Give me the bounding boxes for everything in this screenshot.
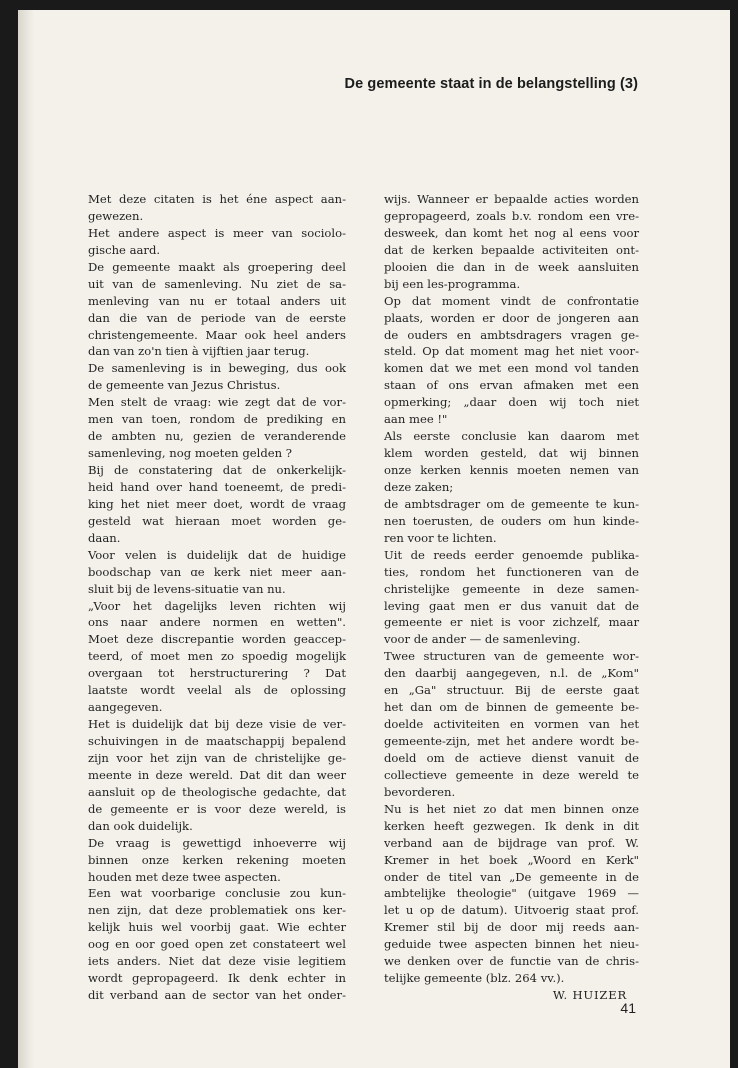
text-line: doeld om de actieve dienst vanuit de	[384, 750, 639, 765]
text-line: aangegeven.	[88, 700, 163, 715]
text-line: christelijke gemeente in deze samen-	[384, 581, 639, 596]
text-line: plooien die dan in de week aansluiten	[384, 259, 639, 274]
text-line: laatste wordt veelal als de oplossing	[88, 683, 346, 698]
text-line: telijke gemeente (blz. 264 vv.).	[384, 971, 565, 986]
page-number: 41	[620, 1000, 636, 1016]
text-line: oog en oor goed open zet constateert wel	[88, 937, 346, 952]
text-line: daan.	[88, 530, 121, 545]
text-line: het dan om de binnen de gemeente be-	[384, 700, 639, 715]
text-line: ons naar andere normen en wetten".	[88, 615, 346, 630]
text-line: samenleving, nog moeten gelden ?	[88, 446, 292, 461]
text-line: Uit de reeds eerder genoemde publika-	[384, 547, 639, 562]
text-line: aan mee !"	[384, 412, 448, 427]
text-line: voor de ander — de samenleving.	[384, 632, 581, 647]
text-line: houden met deze twee aspecten.	[88, 869, 281, 884]
text-line: plaats, worden er door de jongeren aan	[384, 310, 639, 325]
text-line: Voor velen is duidelijk dat de huidige	[88, 547, 346, 562]
document-page	[18, 10, 730, 1068]
text-line: De vraag is gewettigd inhoeverre wij	[88, 835, 346, 850]
text-line: Men stelt de vraag: wie zegt dat de vor-	[88, 395, 346, 410]
text-line: dit verband aan de sector van het onder-	[88, 988, 346, 1003]
text-line: Als eerste conclusie kan daarom met	[384, 429, 639, 444]
text-line: gesteld wat hieraan moet worden ge-	[88, 513, 346, 528]
text-line: Het andere aspect is meer van sociolo-	[88, 225, 346, 240]
text-line: nen toerusten, de ouders om hun kinde-	[384, 513, 639, 528]
text-line: dan ook duidelijk.	[88, 818, 193, 833]
page-edge-shadow	[18, 10, 34, 1068]
text-line: dan van zo'n tien à vijftien jaar terug.	[88, 344, 310, 359]
left-text-column	[88, 191, 346, 1004]
text-line: ties, rondom het functioneren van de	[384, 564, 639, 579]
text-line: schuivingen in de maatschappij bepalend	[88, 734, 346, 748]
text-line: Moet deze discrepantie worden geaccep-	[88, 632, 346, 647]
text-line: we denken over de functie van de chris-	[384, 954, 639, 969]
text-line: Een wat voorbarige conclusie zou kun-	[88, 886, 346, 901]
text-line: wordt gepropageerd. Ik denk echter in	[88, 971, 346, 986]
text-line: gische aard.	[88, 242, 161, 257]
text-line: menleving van nu er totaal anders uit	[88, 293, 346, 308]
text-line: let u op de datum). Uitvoerig staat prof.	[384, 903, 639, 918]
text-line: collectieve gemeente in deze wereld te	[384, 767, 639, 782]
text-line: ren voor te lichten.	[384, 530, 497, 545]
running-header: De gemeente staat in de belangstelling (3)	[344, 76, 638, 92]
text-line: onze kerken kennis moeten nemen van	[384, 463, 639, 477]
author-signature: W. HUIZER	[552, 988, 627, 1003]
text-line: gepropageerd, zoals b.v. rondom een vre-	[384, 208, 639, 223]
text-line: Op dat moment vindt de confrontatie	[384, 293, 639, 308]
text-line: verband aan de bijdrage van prof. W.	[384, 835, 639, 850]
text-line: kerken heeft gezwegen. Ik denk in dit	[384, 818, 639, 833]
text-line: De gemeente maakt als groepering deel	[88, 259, 346, 274]
text-line: den daarbij aangegeven, n.l. de „Kom"	[384, 666, 639, 681]
text-line: heid hand over hand toeneemt, de predi-	[88, 479, 346, 494]
right-text-column	[384, 191, 639, 1004]
text-line: Met deze citaten is het éne aspect aan-	[88, 192, 346, 206]
text-line: king het niet meer doet, wordt de vraag	[88, 496, 346, 511]
text-line: teerd, of moet men zo spoedig mogelijk	[88, 649, 346, 664]
text-line: komen dat we met een mond vol tanden	[384, 361, 639, 376]
text-line: staan of ons ervan afmaken met een	[384, 378, 639, 393]
text-line: ambtelijke theologie" (uitgave 1969 —	[384, 886, 639, 901]
text-line: Het is duidelijk dat bij deze visie de ver-	[88, 717, 346, 732]
text-line: christengemeente. Maar ook heel anders	[88, 327, 346, 342]
text-line: de gemeente er is voor deze wereld, is	[88, 801, 346, 816]
text-line: desweek, dan komt het nog al eens voor	[384, 225, 639, 240]
text-line: steld. Op dat moment mag het niet voor-	[384, 344, 639, 359]
text-line: aansluit op de theologische gedachte, dat	[88, 784, 346, 799]
text-line: dan die van de periode van de eerste	[88, 310, 346, 325]
text-line: Bij de constatering dat de onkerkelijk-	[88, 463, 346, 477]
text-line: boodschap van ɑe kerk niet meer aan-	[88, 564, 346, 579]
text-line: de ambtsdrager om de gemeente te kun-	[384, 496, 639, 511]
text-line: Twee structuren van de gemeente wor-	[384, 649, 639, 664]
text-line: men van toen, rondom de prediking en	[88, 412, 346, 427]
text-line: de gemeente van Jezus Christus.	[88, 378, 281, 393]
text-line: sluit bij de levens-situatie van nu.	[88, 581, 286, 596]
text-line: Kremer stil bij de door mij reeds aan-	[384, 920, 639, 935]
text-line: kelijk huis wel voorbij gaat. Wie echter	[88, 920, 346, 935]
text-line: Kremer in het boek „Woord en Kerk"	[384, 852, 639, 867]
text-line: leving gaat men er dus vanuit dat de	[384, 598, 639, 613]
text-line: deze zaken;	[384, 479, 454, 494]
text-line: overgaan tot herstructurering ? Dat	[88, 666, 346, 681]
text-line: wijs. Wanneer er bepaalde acties worden	[384, 192, 639, 206]
text-line: gewezen.	[88, 208, 144, 223]
text-line: bij een les-programma.	[384, 276, 521, 291]
text-line: de ambten nu, gezien de veranderende	[88, 429, 346, 444]
text-line: opmerking; „daar doen wij toch niet	[384, 395, 639, 410]
text-line: iets anders. Niet dat deze visie legitiem	[88, 954, 346, 969]
text-line: dat de kerken bepaalde activiteiten ont-	[384, 242, 639, 257]
text-line: bevorderen.	[384, 784, 456, 799]
text-line: de ouders en ambtsdragers vragen ge-	[384, 327, 639, 342]
text-line: gemeente er niet is voor zichzelf, maar	[384, 615, 639, 630]
text-line: De samenleving is in beweging, dus ook	[88, 361, 346, 376]
text-line: nen zijn, dat deze problematiek ons ker-	[88, 903, 346, 918]
text-line: doelde activiteiten en vormen van het	[384, 717, 639, 732]
text-line: binnen onze kerken rekening moeten	[88, 852, 346, 867]
text-line: zijn voor het zijn van de christelijke ge-	[88, 750, 346, 765]
text-line: Nu is het niet zo dat men binnen onze	[384, 801, 639, 816]
text-line: onder de titel van „De gemeente in de	[384, 869, 639, 884]
text-line: uit van de samenleving. Nu ziet de sa-	[88, 276, 346, 291]
text-line: klem worden gesteld, dat wij binnen	[384, 446, 639, 461]
text-line: meente in deze wereld. Dat dit dan weer	[88, 767, 346, 782]
text-line: geduide twee aspecten binnen het nieu-	[384, 937, 639, 952]
text-line: en „Ga" structuur. Bij de eerste gaat	[384, 683, 639, 698]
text-line: „Voor het dagelijks leven richten wij	[88, 598, 346, 613]
text-line: gemeente-zijn, met het andere wordt be-	[384, 734, 639, 748]
